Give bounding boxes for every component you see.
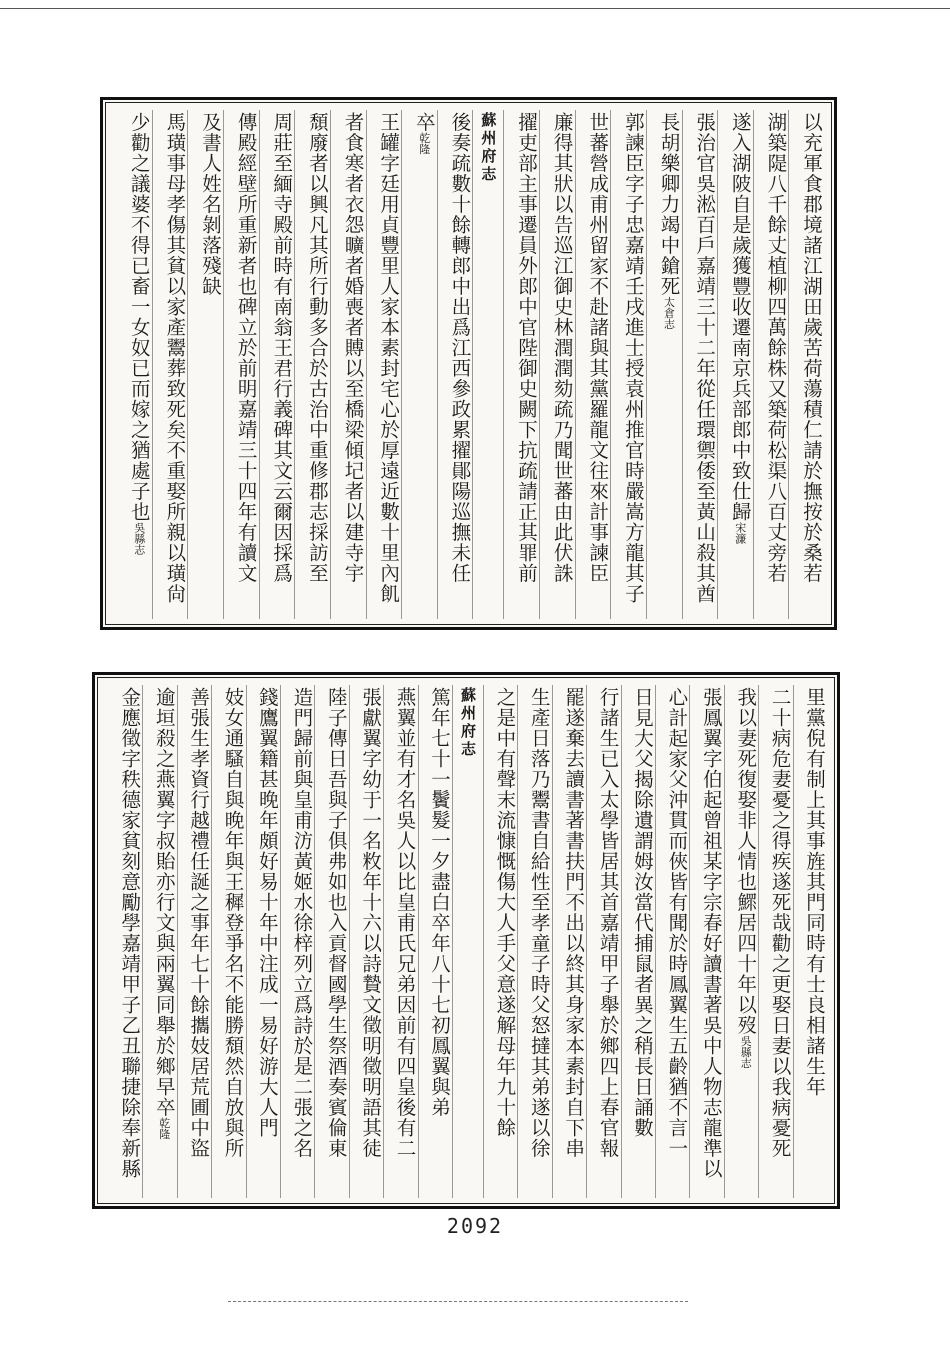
page-number: 2092 (446, 1214, 504, 1238)
text-column: 我以妻死復娶非人情也鰥居四十年以歿吳縣志 (725, 685, 759, 1198)
book-title: 蘇州府志 (458, 687, 477, 759)
text-column: 頹廢者以興凡其所行動多合於古治中重修郡志採訪至 (295, 110, 331, 619)
text-column: 馬璜事母孝傷其貧以家產鬻葬致死矣不重娶所親以璜尙 (153, 110, 189, 619)
book-title: 蘇州府志 (479, 112, 498, 184)
text-column: 心計起家父沖貫而俠皆有聞於時鳳翼生五齡猶不言一 (656, 685, 690, 1198)
text-column: 少勸之議婆不得已畜一女奴已而嫁之猶處子也吳縣志 (117, 110, 153, 619)
text-column: 里黨倪有制上其事旌其門同時有士良相諸生年 (803, 687, 826, 1097)
text-column: 長胡樂卿力竭中鎗死太倉志 (647, 110, 683, 619)
center-margin (473, 110, 504, 619)
text-column: 遂入湖陂自是歲獲豐收遷南京兵部郎中致仕歸宋濂 (718, 110, 754, 619)
source-note: 吳縣志 (132, 522, 146, 555)
text-column: 王罐字廷用貞豐里人家本素封宅心於厚遠近數十里內飢 (367, 110, 403, 619)
top-scan-edge (0, 8, 950, 9)
text-column: 之是中有聲末流慷慨傷大人手父意遂解母年九十餘 (484, 685, 518, 1198)
text-column: 錢鷹翼籍甚晚年頗好易十年中注成一易好游大人門 (247, 685, 281, 1198)
text-column: 傳殿經壁所重新者也碑立於前明嘉靖三十四年有讀文 (224, 110, 260, 619)
text-column: 張獻翼字幼于一名敉年十六以詩贄文徵明徵明語其徒 (350, 685, 384, 1198)
source-note: 宋濂 (733, 522, 747, 544)
text-column: 湖築隄八千餘丈植柳四萬餘株又築荷松渠八百丈旁若 (754, 110, 790, 619)
text-column: 者食寒者衣怨曠者婚喪者賻以至橋梁傾圮者以建寺宇 (331, 110, 367, 619)
text-column: 日見大父揭除遺謂姆汝當代捕鼠者異之稍長日誦數 (622, 685, 656, 1198)
text-column: 張治官吳淞百戶嘉靖三十二年從任環禦倭至黃山殺其酋 (683, 110, 719, 619)
text-column: 卒乾隆 (402, 110, 438, 619)
source-note: 太倉志 (662, 296, 676, 330)
text-column: 擢吏部主事遷員外郎中官陛御史闕下抗疏請正其罪前 (504, 110, 540, 619)
source-note: 乾隆 (157, 1117, 171, 1140)
text-column: 以充軍食郡境諸江湖田歲苦荷蕩積仁請於撫按於桑若 (800, 112, 823, 584)
text-column: 周莊至緬寺殿前時有南翁王君行義碑其文云爾因採爲 (260, 110, 296, 619)
text-column: 造門歸前與皇甫汸黃姬水徐梓列立爲詩於是二張之名 (281, 685, 315, 1198)
text-column: 金應徵字秩德家貧刻意勵學嘉靖甲子乙丑聯捷除奉新縣 (109, 685, 143, 1198)
top-page-columns (117, 110, 824, 617)
text-column: 及書人姓名剝落殘缺 (188, 110, 224, 619)
text-column: 生產日落乃鬻書自給性至孝童子時父怒撻其弟遂以徐 (518, 685, 552, 1198)
bottom-page-columns (109, 685, 827, 1196)
text-column: 陸子傳日吾與子俱弗如也入貢督國學生祭酒奏賓倫東 (315, 685, 349, 1198)
text-column: 逾垣殺之燕翼字叔貽亦行文與兩翼同舉於鄉早卒乾隆 (143, 685, 177, 1198)
center-margin (453, 685, 484, 1198)
text-column: 行諸生已入太學皆居其首嘉靖甲子舉於鄉四上春官報 (587, 685, 621, 1198)
text-column: 廉得其狀以告巡江御史林潤潤劾疏乃聞世蕃由此伏誅 (540, 110, 576, 619)
text-column: 世蕃營成甫州留家不赴諸與其黨羅龍文往來計事諫臣 (576, 110, 612, 619)
bottom-scan-edge (228, 1301, 688, 1302)
text-column: 妓女通騷自與晚年與王穉登爭名不能勝頹然自放與所 (212, 685, 246, 1198)
text-column: 燕翼並有才名吳人以比皇甫氏兄弟因前有四皇後有二 (384, 685, 418, 1198)
text-column: 張鳳翼字伯起曾祖某字宗春好讀書著吳中人物志龍準以 (690, 685, 724, 1198)
text-column: 二十病危妻憂之得疾遂死哉勸之更娶日妻以我病憂死 (759, 685, 793, 1198)
text-column: 善張生孝資行越禮任誕之事年七十餘攜妓居荒圃中盜 (178, 685, 212, 1198)
text-column: 篤年七十一鬢髮一夕盡白卒年八十七初鳳翼與弟 (419, 685, 453, 1198)
text-column: 後奏疏數十餘轉郎中出爲江西參政累擢鄖陽巡撫未任 (438, 110, 474, 619)
source-note: 乾隆 (417, 132, 431, 155)
source-note: 吳縣志 (739, 1035, 753, 1069)
top-page-frame (100, 97, 837, 630)
text-column: 郭諫臣字子忠嘉靖壬戌進士授袁州推官時嚴嵩方龍其子 (611, 110, 647, 619)
bottom-page-frame (92, 672, 840, 1209)
text-column: 罷遂棄去讀書著書扶門不出以終其身家本素封自下串 (553, 685, 587, 1198)
